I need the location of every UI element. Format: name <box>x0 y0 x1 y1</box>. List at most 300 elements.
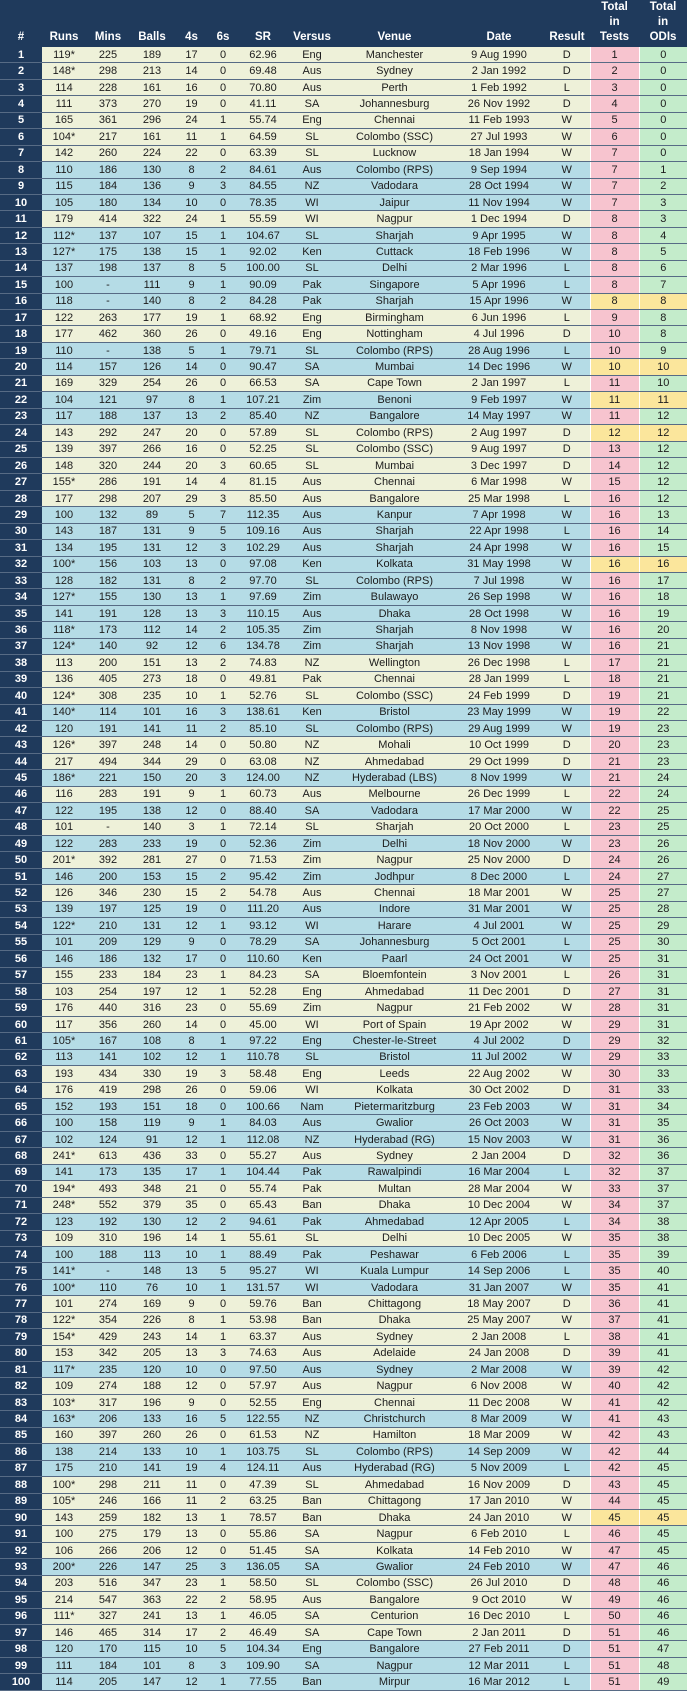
cell-fours: 33 <box>174 1148 209 1164</box>
cell-sr: 74.83 <box>237 655 289 671</box>
cell-versus: Aus <box>289 1148 335 1164</box>
cell-total-odis: 6 <box>639 260 687 276</box>
table-row <box>0 1115 687 1131</box>
cell-total-tests: 17 <box>590 655 639 671</box>
cell-result: D <box>544 753 590 769</box>
cell-versus: Eng <box>289 47 335 63</box>
cell-runs: 148* <box>42 63 86 79</box>
cell-balls: 131 <box>130 918 174 934</box>
cell-versus: Aus <box>289 1329 335 1345</box>
cell-balls: 244 <box>130 457 174 473</box>
cell-sr: 94.61 <box>237 1214 289 1230</box>
cell-versus: Ban <box>289 1674 335 1690</box>
cell-total-tests: 8 <box>590 211 639 227</box>
cell-fours: 9 <box>174 277 209 293</box>
cell-versus: SA <box>289 967 335 983</box>
cell-total-tests: 51 <box>590 1625 639 1641</box>
cell-runs: 103* <box>42 1394 86 1410</box>
cell-num: 32 <box>0 556 42 572</box>
cell-venue: Bristol <box>335 704 454 720</box>
table-row <box>0 1657 687 1673</box>
cell-num: 10 <box>0 194 42 210</box>
cell-total-tests: 13 <box>590 441 639 457</box>
cell-balls: 120 <box>130 1362 174 1378</box>
cell-date: 6 Feb 2010 <box>454 1526 544 1542</box>
cell-sixes: 0 <box>209 1000 237 1016</box>
cell-sixes: 0 <box>209 901 237 917</box>
cell-result: W <box>544 194 590 210</box>
table-row <box>0 1329 687 1345</box>
cell-venue: Sydney <box>335 1362 454 1378</box>
cell-balls: 179 <box>130 1526 174 1542</box>
cell-mins: 613 <box>86 1148 130 1164</box>
cell-venue: Chittagong <box>335 1493 454 1509</box>
cell-sixes: 1 <box>209 1608 237 1624</box>
cell-balls: 360 <box>130 326 174 342</box>
cell-fours: 14 <box>174 1329 209 1345</box>
cell-total-odis: 39 <box>639 1246 687 1262</box>
cell-mins: 200 <box>86 868 130 884</box>
cell-runs: 200* <box>42 1559 86 1575</box>
cell-fours: 13 <box>174 605 209 621</box>
cell-runs: 123 <box>42 1214 86 1230</box>
cell-venue: Bangalore <box>335 1641 454 1657</box>
cell-mins: 329 <box>86 375 130 391</box>
table-row <box>0 1263 687 1279</box>
cell-mins: 298 <box>86 490 130 506</box>
cell-total-tests: 45 <box>590 1509 639 1525</box>
cell-venue: Nottingham <box>335 326 454 342</box>
cell-num: 36 <box>0 622 42 638</box>
header-odis-line-2: in <box>657 16 669 28</box>
cell-balls: 132 <box>130 951 174 967</box>
cell-total-tests: 23 <box>590 819 639 835</box>
cell-total-odis: 12 <box>639 490 687 506</box>
cell-result: W <box>544 1000 590 1016</box>
cell-num: 74 <box>0 1246 42 1262</box>
cell-mins: - <box>86 342 130 358</box>
cell-balls: 322 <box>130 211 174 227</box>
cell-versus: SL <box>289 1049 335 1065</box>
cell-date: 14 Dec 1996 <box>454 359 544 375</box>
cell-sixes: 2 <box>209 1214 237 1230</box>
cell-venue: Kolkata <box>335 1082 454 1098</box>
cell-venue: Hyderabad (RG) <box>335 1131 454 1147</box>
cell-versus: SL <box>289 720 335 736</box>
header-sixes: 6s <box>209 0 237 47</box>
cell-date: 16 Mar 2012 <box>454 1674 544 1690</box>
cell-sr: 97.50 <box>237 1362 289 1378</box>
cell-total-tests: 11 <box>590 375 639 391</box>
cell-total-odis: 28 <box>639 901 687 917</box>
table-row <box>0 770 687 786</box>
cell-versus: SL <box>289 425 335 441</box>
cell-result: L <box>544 79 590 95</box>
cell-sixes: 1 <box>209 112 237 128</box>
cell-total-tests: 39 <box>590 1362 639 1378</box>
cell-result: D <box>544 983 590 999</box>
cell-fours: 9 <box>174 523 209 539</box>
cell-sixes: 0 <box>209 1394 237 1410</box>
cell-total-tests: 25 <box>590 934 639 950</box>
cell-sixes: 1 <box>209 983 237 999</box>
cell-balls: 363 <box>130 1592 174 1608</box>
table-row <box>0 1082 687 1098</box>
cell-sr: 52.28 <box>237 983 289 999</box>
cell-result: L <box>544 523 590 539</box>
cell-date: 5 Apr 1996 <box>454 277 544 293</box>
cell-total-tests: 2 <box>590 63 639 79</box>
cell-date: 7 Jul 1998 <box>454 573 544 589</box>
cell-total-tests: 36 <box>590 1296 639 1312</box>
cell-runs: 122* <box>42 1312 86 1328</box>
table-row <box>0 178 687 194</box>
cell-total-odis: 1 <box>639 162 687 178</box>
table-row <box>0 540 687 556</box>
cell-balls: 151 <box>130 1099 174 1115</box>
cell-result: W <box>544 1444 590 1460</box>
cell-balls: 224 <box>130 145 174 161</box>
cell-result: W <box>544 1181 590 1197</box>
cell-sr: 72.14 <box>237 819 289 835</box>
cell-fours: 8 <box>174 260 209 276</box>
table-row <box>0 671 687 687</box>
cell-venue: Benoni <box>335 392 454 408</box>
cell-sr: 60.65 <box>237 457 289 473</box>
table-row <box>0 1460 687 1476</box>
header-result: Result <box>544 0 590 47</box>
cell-total-tests: 21 <box>590 770 639 786</box>
cell-result: W <box>544 507 590 523</box>
cell-total-tests: 16 <box>590 507 639 523</box>
table-row <box>0 1362 687 1378</box>
cell-sr: 66.53 <box>237 375 289 391</box>
cell-sr: 69.48 <box>237 63 289 79</box>
cell-sixes: 0 <box>209 836 237 852</box>
cell-mins: 191 <box>86 720 130 736</box>
cell-venue: Birmingham <box>335 310 454 326</box>
cell-runs: 128 <box>42 573 86 589</box>
cell-total-tests: 35 <box>590 1279 639 1295</box>
cell-total-odis: 46 <box>639 1559 687 1575</box>
cell-sr: 45.00 <box>237 1016 289 1032</box>
cell-sr: 65.43 <box>237 1197 289 1213</box>
cell-sixes: 0 <box>209 1016 237 1032</box>
cell-sixes: 1 <box>209 310 237 326</box>
cell-sixes: 0 <box>209 326 237 342</box>
table-row <box>0 1526 687 1542</box>
cell-fours: 10 <box>174 688 209 704</box>
cell-balls: 113 <box>130 1246 174 1262</box>
cell-sr: 46.05 <box>237 1608 289 1624</box>
cell-runs: 176 <box>42 1082 86 1098</box>
cell-result: W <box>544 720 590 736</box>
cell-num: 35 <box>0 605 42 621</box>
cell-runs: 155* <box>42 474 86 490</box>
cell-sr: 52.25 <box>237 441 289 457</box>
cell-venue: Johannesburg <box>335 96 454 112</box>
cell-fours: 14 <box>174 1230 209 1246</box>
cell-sr: 100.00 <box>237 260 289 276</box>
table-row <box>0 1164 687 1180</box>
cell-mins: 516 <box>86 1575 130 1591</box>
cell-mins: 356 <box>86 1016 130 1032</box>
cell-mins: 180 <box>86 194 130 210</box>
cell-mins: 206 <box>86 1411 130 1427</box>
cell-sr: 85.50 <box>237 490 289 506</box>
cell-runs: 122 <box>42 803 86 819</box>
cell-balls: 184 <box>130 967 174 983</box>
cell-total-odis: 12 <box>639 457 687 473</box>
cell-total-odis: 21 <box>639 688 687 704</box>
cell-venue: Multan <box>335 1181 454 1197</box>
cell-sr: 138.61 <box>237 704 289 720</box>
cell-mins: 298 <box>86 1477 130 1493</box>
cell-total-odis: 45 <box>639 1477 687 1493</box>
cell-num: 65 <box>0 1099 42 1115</box>
cell-sixes: 3 <box>209 1345 237 1361</box>
cell-date: 26 Dec 1998 <box>454 655 544 671</box>
cell-result: W <box>544 1099 590 1115</box>
cell-venue: Mirpur <box>335 1674 454 1690</box>
cell-balls: 101 <box>130 1657 174 1673</box>
cell-mins: 259 <box>86 1509 130 1525</box>
table-row <box>0 1625 687 1641</box>
cell-sr: 136.05 <box>237 1559 289 1575</box>
cell-runs: 127* <box>42 244 86 260</box>
cell-total-tests: 21 <box>590 753 639 769</box>
cell-num: 85 <box>0 1427 42 1443</box>
cell-versus: Pak <box>289 277 335 293</box>
cell-date: 15 Nov 2003 <box>454 1131 544 1147</box>
cell-num: 56 <box>0 951 42 967</box>
cell-versus: Aus <box>289 885 335 901</box>
cell-fours: 9 <box>174 178 209 194</box>
cell-runs: 120 <box>42 1641 86 1657</box>
cell-balls: 314 <box>130 1625 174 1641</box>
cell-date: 31 Jan 2007 <box>454 1279 544 1295</box>
cell-mins: - <box>86 819 130 835</box>
cell-date: 14 Sep 2009 <box>454 1444 544 1460</box>
cell-mins: 197 <box>86 901 130 917</box>
cell-fours: 11 <box>174 720 209 736</box>
cell-venue: Nagpur <box>335 1378 454 1394</box>
cell-num: 3 <box>0 79 42 95</box>
table-row <box>0 720 687 736</box>
cell-balls: 76 <box>130 1279 174 1295</box>
cell-result: L <box>544 967 590 983</box>
cell-total-odis: 4 <box>639 227 687 243</box>
cell-sixes: 2 <box>209 1493 237 1509</box>
cell-mins: 308 <box>86 688 130 704</box>
cell-fours: 11 <box>174 1493 209 1509</box>
cell-num: 47 <box>0 803 42 819</box>
cell-sixes: 0 <box>209 1526 237 1542</box>
cell-mins: 124 <box>86 1131 130 1147</box>
cell-result: L <box>544 655 590 671</box>
cell-total-tests: 41 <box>590 1394 639 1410</box>
cell-sr: 49.16 <box>237 326 289 342</box>
cell-versus: NZ <box>289 770 335 786</box>
cell-mins: 188 <box>86 408 130 424</box>
cell-total-tests: 47 <box>590 1542 639 1558</box>
cell-balls: 161 <box>130 79 174 95</box>
cell-total-tests: 9 <box>590 310 639 326</box>
cell-runs: 143 <box>42 523 86 539</box>
cell-mins: 228 <box>86 79 130 95</box>
cell-sr: 63.25 <box>237 1493 289 1509</box>
table-row <box>0 1509 687 1525</box>
cell-result: W <box>544 1427 590 1443</box>
cell-sr: 131.57 <box>237 1279 289 1295</box>
table-body <box>0 47 687 1690</box>
cell-venue: Chennai <box>335 671 454 687</box>
cell-sixes: 0 <box>209 1181 237 1197</box>
cell-fours: 12 <box>174 803 209 819</box>
cell-runs: 179 <box>42 211 86 227</box>
cell-venue: Hyderabad (RG) <box>335 1460 454 1476</box>
cell-balls: 107 <box>130 227 174 243</box>
cell-result: D <box>544 1641 590 1657</box>
cell-balls: 141 <box>130 1460 174 1476</box>
cell-date: 2 Jan 1997 <box>454 375 544 391</box>
cell-venue: Bloemfontein <box>335 967 454 983</box>
cell-runs: 113 <box>42 1049 86 1065</box>
cell-runs: 104* <box>42 129 86 145</box>
table-row <box>0 1411 687 1427</box>
cell-venue: Kolkata <box>335 1542 454 1558</box>
cell-versus: SL <box>289 573 335 589</box>
table-row <box>0 326 687 342</box>
cell-venue: Sharjah <box>335 638 454 654</box>
cell-sixes: 0 <box>209 1477 237 1493</box>
cell-runs: 111 <box>42 96 86 112</box>
cell-result: W <box>544 556 590 572</box>
cell-runs: 217 <box>42 753 86 769</box>
cell-venue: Chittagong <box>335 1296 454 1312</box>
cell-date: 18 Nov 2000 <box>454 836 544 852</box>
cell-venue: Wellington <box>335 655 454 671</box>
cell-num: 75 <box>0 1263 42 1279</box>
cell-num: 50 <box>0 852 42 868</box>
cell-sr: 97.22 <box>237 1033 289 1049</box>
cell-result: W <box>544 704 590 720</box>
cell-sr: 55.59 <box>237 211 289 227</box>
cell-sixes: 0 <box>209 145 237 161</box>
cell-runs: 155 <box>42 967 86 983</box>
cell-balls: 125 <box>130 901 174 917</box>
cell-total-odis: 10 <box>639 375 687 391</box>
cell-num: 15 <box>0 277 42 293</box>
cell-total-odis: 26 <box>639 852 687 868</box>
cell-balls: 206 <box>130 1542 174 1558</box>
cell-mins: 191 <box>86 605 130 621</box>
table-row <box>0 408 687 424</box>
cell-venue: Colombo (RPS) <box>335 342 454 358</box>
cell-sr: 102.29 <box>237 540 289 556</box>
header-versus: Versus <box>289 0 335 47</box>
header-total-tests <box>590 0 639 47</box>
cell-total-odis: 35 <box>639 1115 687 1131</box>
cell-balls: 108 <box>130 1033 174 1049</box>
cell-sixes: 0 <box>209 753 237 769</box>
cell-date: 8 Dec 2000 <box>454 868 544 884</box>
table-row <box>0 474 687 490</box>
cell-runs: 126* <box>42 737 86 753</box>
table-row <box>0 918 687 934</box>
cell-fours: 8 <box>174 1657 209 1673</box>
cell-sr: 58.95 <box>237 1592 289 1608</box>
cell-runs: 126 <box>42 885 86 901</box>
cell-total-odis: 12 <box>639 441 687 457</box>
cell-balls: 330 <box>130 1066 174 1082</box>
cell-num: 76 <box>0 1279 42 1295</box>
cell-result: L <box>544 375 590 391</box>
cell-venue: Manchester <box>335 47 454 63</box>
cell-mins: 283 <box>86 836 130 852</box>
cell-num: 95 <box>0 1592 42 1608</box>
cell-balls: 147 <box>130 1559 174 1575</box>
cell-date: 20 Oct 2000 <box>454 819 544 835</box>
cell-total-odis: 40 <box>639 1263 687 1279</box>
cell-total-odis: 42 <box>639 1362 687 1378</box>
cell-venue: Bangalore <box>335 490 454 506</box>
cell-mins: 114 <box>86 704 130 720</box>
cell-sixes: 1 <box>209 1049 237 1065</box>
cell-fours: 10 <box>174 1444 209 1460</box>
cell-num: 51 <box>0 868 42 884</box>
cell-versus: SL <box>289 129 335 145</box>
cell-date: 1 Feb 1992 <box>454 79 544 95</box>
cell-versus: Pak <box>289 1214 335 1230</box>
cell-versus: Aus <box>289 507 335 523</box>
cell-mins: 192 <box>86 1214 130 1230</box>
cell-total-tests: 5 <box>590 112 639 128</box>
cell-date: 24 Oct 2001 <box>454 951 544 967</box>
cell-fours: 12 <box>174 918 209 934</box>
table-row <box>0 1542 687 1558</box>
cell-sixes: 3 <box>209 1657 237 1673</box>
cell-venue: Gwalior <box>335 1559 454 1575</box>
cell-sr: 111.20 <box>237 901 289 917</box>
cell-sr: 78.29 <box>237 934 289 950</box>
cell-total-odis: 44 <box>639 1444 687 1460</box>
cell-total-odis: 33 <box>639 1049 687 1065</box>
cell-sr: 63.37 <box>237 1329 289 1345</box>
cell-versus: Eng <box>289 326 335 342</box>
cell-result: D <box>544 441 590 457</box>
cell-runs: 100 <box>42 1115 86 1131</box>
cell-num: 59 <box>0 1000 42 1016</box>
cell-venue: Harare <box>335 918 454 934</box>
cell-fours: 22 <box>174 1592 209 1608</box>
cell-total-tests: 31 <box>590 1115 639 1131</box>
cell-mins: 462 <box>86 326 130 342</box>
cell-balls: 348 <box>130 1181 174 1197</box>
cell-venue: Dhaka <box>335 1312 454 1328</box>
cell-sixes: 0 <box>209 934 237 950</box>
cell-num: 25 <box>0 441 42 457</box>
cell-runs: 124* <box>42 638 86 654</box>
cell-fours: 21 <box>174 1181 209 1197</box>
cell-fours: 29 <box>174 490 209 506</box>
cell-total-odis: 0 <box>639 79 687 95</box>
cell-versus: Pak <box>289 293 335 309</box>
cell-runs: 176 <box>42 1000 86 1016</box>
cell-mins: 317 <box>86 1394 130 1410</box>
cell-venue: Sharjah <box>335 540 454 556</box>
cell-num: 72 <box>0 1214 42 1230</box>
